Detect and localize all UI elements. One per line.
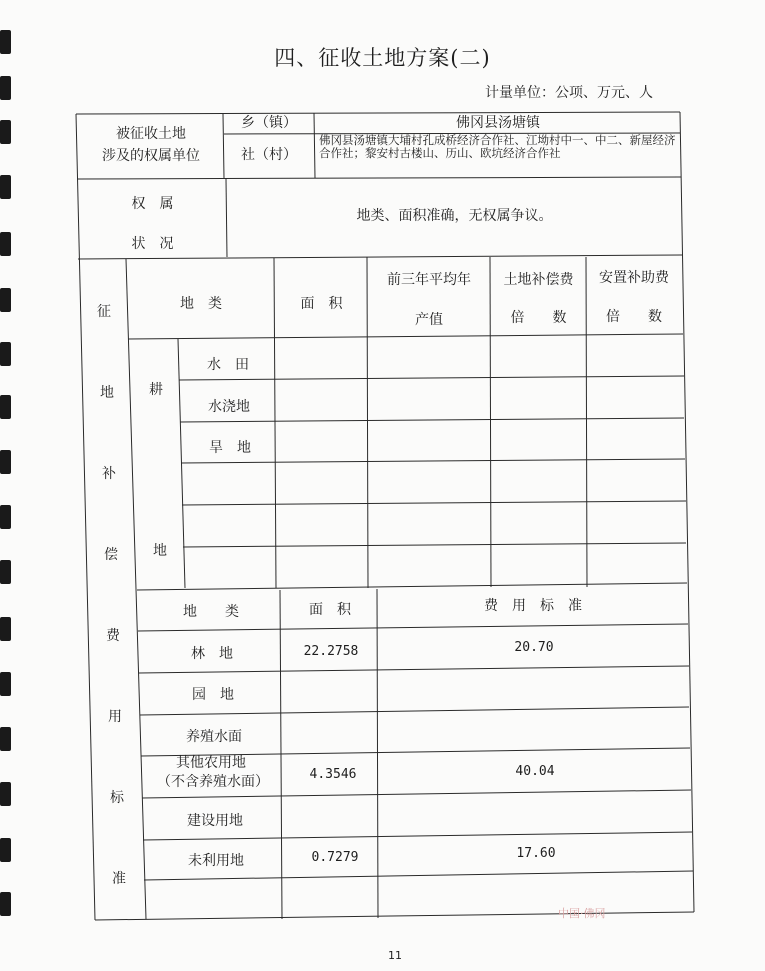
other-header-area: 面 积 xyxy=(309,602,351,618)
farm-header-land-type: 地 类 xyxy=(180,296,222,312)
other-row-standard: 20.70 xyxy=(514,640,554,655)
ownership-label-line1: 权 属 xyxy=(131,196,174,212)
other-row-area: 4.3546 xyxy=(309,767,357,782)
farm-header-resettle-1: 安置补助费 xyxy=(599,270,669,286)
unit-note: 计量单位：公项、万元、人 xyxy=(485,85,653,101)
other-row-type: 园 地 xyxy=(192,687,234,703)
watermark: 中国·佛冈 xyxy=(558,907,606,920)
farm-header-resettle-2: 倍 数 xyxy=(606,309,662,325)
side-label-char: 准 xyxy=(112,871,126,887)
farm-header-avg-output-1: 前三年平均年 xyxy=(387,272,471,288)
village-value: 佛冈县汤塘镇大埔村孔成桥经济合作社、江坳村中一、中二、新屋经济合作社；黎安村古楼山、历山、欧坑经济合作社 xyxy=(319,133,676,160)
other-row-type: 未利用地 xyxy=(188,853,244,869)
farmland-group-char: 耕 xyxy=(149,382,163,398)
farm-header-land-comp-1: 土地补偿费 xyxy=(503,272,574,288)
township-value: 佛冈县汤塘镇 xyxy=(456,115,540,131)
other-row-type: 养殖水面 xyxy=(186,729,242,745)
side-label-char: 偿 xyxy=(104,547,118,563)
other-row-standard: 40.04 xyxy=(515,764,555,779)
farmland-group-char: 地 xyxy=(153,543,167,559)
other-row-type: 林 地 xyxy=(191,646,233,662)
side-label-char: 费 xyxy=(106,628,120,644)
farmland-row-type: 水 田 xyxy=(207,357,249,373)
ownership-label-line2: 状 况 xyxy=(131,236,174,252)
side-label-char: 征 xyxy=(97,304,111,320)
side-label-char: 地 xyxy=(100,385,114,401)
owner-label-line1: 被征收土地 xyxy=(116,126,186,142)
farm-header-area: 面 积 xyxy=(300,296,343,312)
side-label-char: 用 xyxy=(108,709,122,725)
other-row-type-line2: （不含养殖水面） xyxy=(157,774,269,790)
owner-label-line2: 涉及的权属单位 xyxy=(102,148,200,164)
other-row-area: 22.2758 xyxy=(303,644,359,659)
farm-header-land-comp-2: 倍 数 xyxy=(510,310,567,326)
farm-header-avg-output-2: 产值 xyxy=(415,312,443,328)
other-row-standard: 17.60 xyxy=(516,846,556,861)
page-title: 四、征收土地方案(二) xyxy=(274,46,491,70)
other-row-type: 建设用地 xyxy=(187,813,243,829)
page-number: 11 xyxy=(388,949,402,962)
side-label-char: 补 xyxy=(102,466,116,482)
side-label-char: 标 xyxy=(110,790,124,806)
other-header-land-type: 地 类 xyxy=(183,604,239,620)
other-row-area: 0.7279 xyxy=(311,850,359,865)
other-header-standard: 费 用 标 准 xyxy=(484,598,582,614)
village-label: 社（村） xyxy=(241,147,297,163)
farmland-row-type: 水浇地 xyxy=(208,399,250,415)
township-label: 乡（镇） xyxy=(241,115,297,131)
other-row-type-line1: 其他农用地 xyxy=(176,755,246,771)
ownership-value: 地类、面积准确，无权属争议。 xyxy=(356,208,553,224)
farmland-row-type: 旱 地 xyxy=(209,440,251,456)
